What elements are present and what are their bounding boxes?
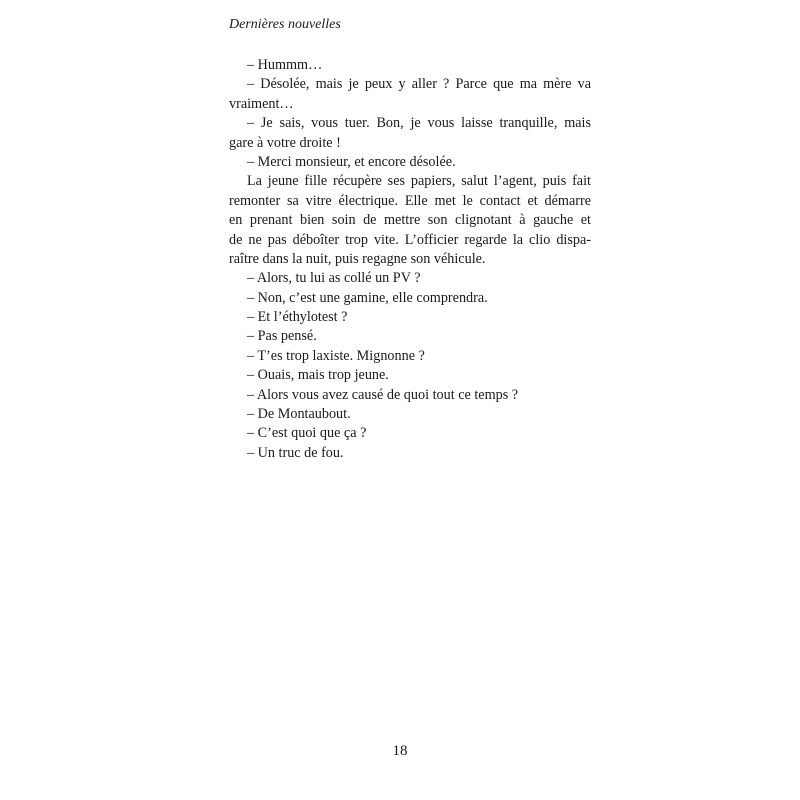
text-line: – Alors, tu lui as collé un PV ? [247, 270, 421, 287]
text-line: en prenant bien soin de mettre son clignotant à gauche et [229, 212, 591, 229]
text-line: de ne pas déboîter trop vite. L’officier regarde la clio dispa- [229, 231, 591, 248]
text-line: vraiment… [229, 95, 294, 112]
text-line: – Désolée, mais je peux y aller ? Parce que ma mère va [247, 76, 591, 93]
text-line: – Et l’éthylotest ? [247, 309, 348, 326]
text-line: gare à votre droite ! [229, 134, 341, 151]
text-line: – Hummm… [247, 57, 323, 73]
text-line: – De Montaubout. [247, 406, 351, 423]
text-line: La jeune fille récupère ses papiers, salut l’agent, puis fait [247, 173, 591, 190]
text-line: – Je sais, vous tuer. Bon, je vous laisse tranquille, mais [247, 115, 591, 132]
running-head: Dernières nouvelles [229, 17, 341, 32]
text-line: – Ouais, mais trop jeune. [247, 367, 389, 384]
text-line: – T’es trop laxiste. Mignonne ? [247, 347, 425, 364]
text-line: – C’est quoi que ça ? [247, 425, 367, 442]
text-line: – Merci monsieur, et encore désolée. [247, 153, 456, 170]
page-number: 18 [392, 743, 408, 759]
body-text [229, 56, 591, 463]
text-line: – Non, c’est une gamine, elle comprendra. [247, 289, 488, 306]
text-line: – Pas pensé. [247, 328, 317, 345]
text-line: – Un truc de fou. [247, 444, 344, 461]
text-line: remonter sa vitre électrique. Elle met le contact et démarre [229, 192, 591, 209]
text-line: – Alors vous avez causé de quoi tout ce temps ? [247, 386, 519, 403]
text-line: raître dans la nuit, puis regagne son véhicule. [229, 250, 486, 267]
